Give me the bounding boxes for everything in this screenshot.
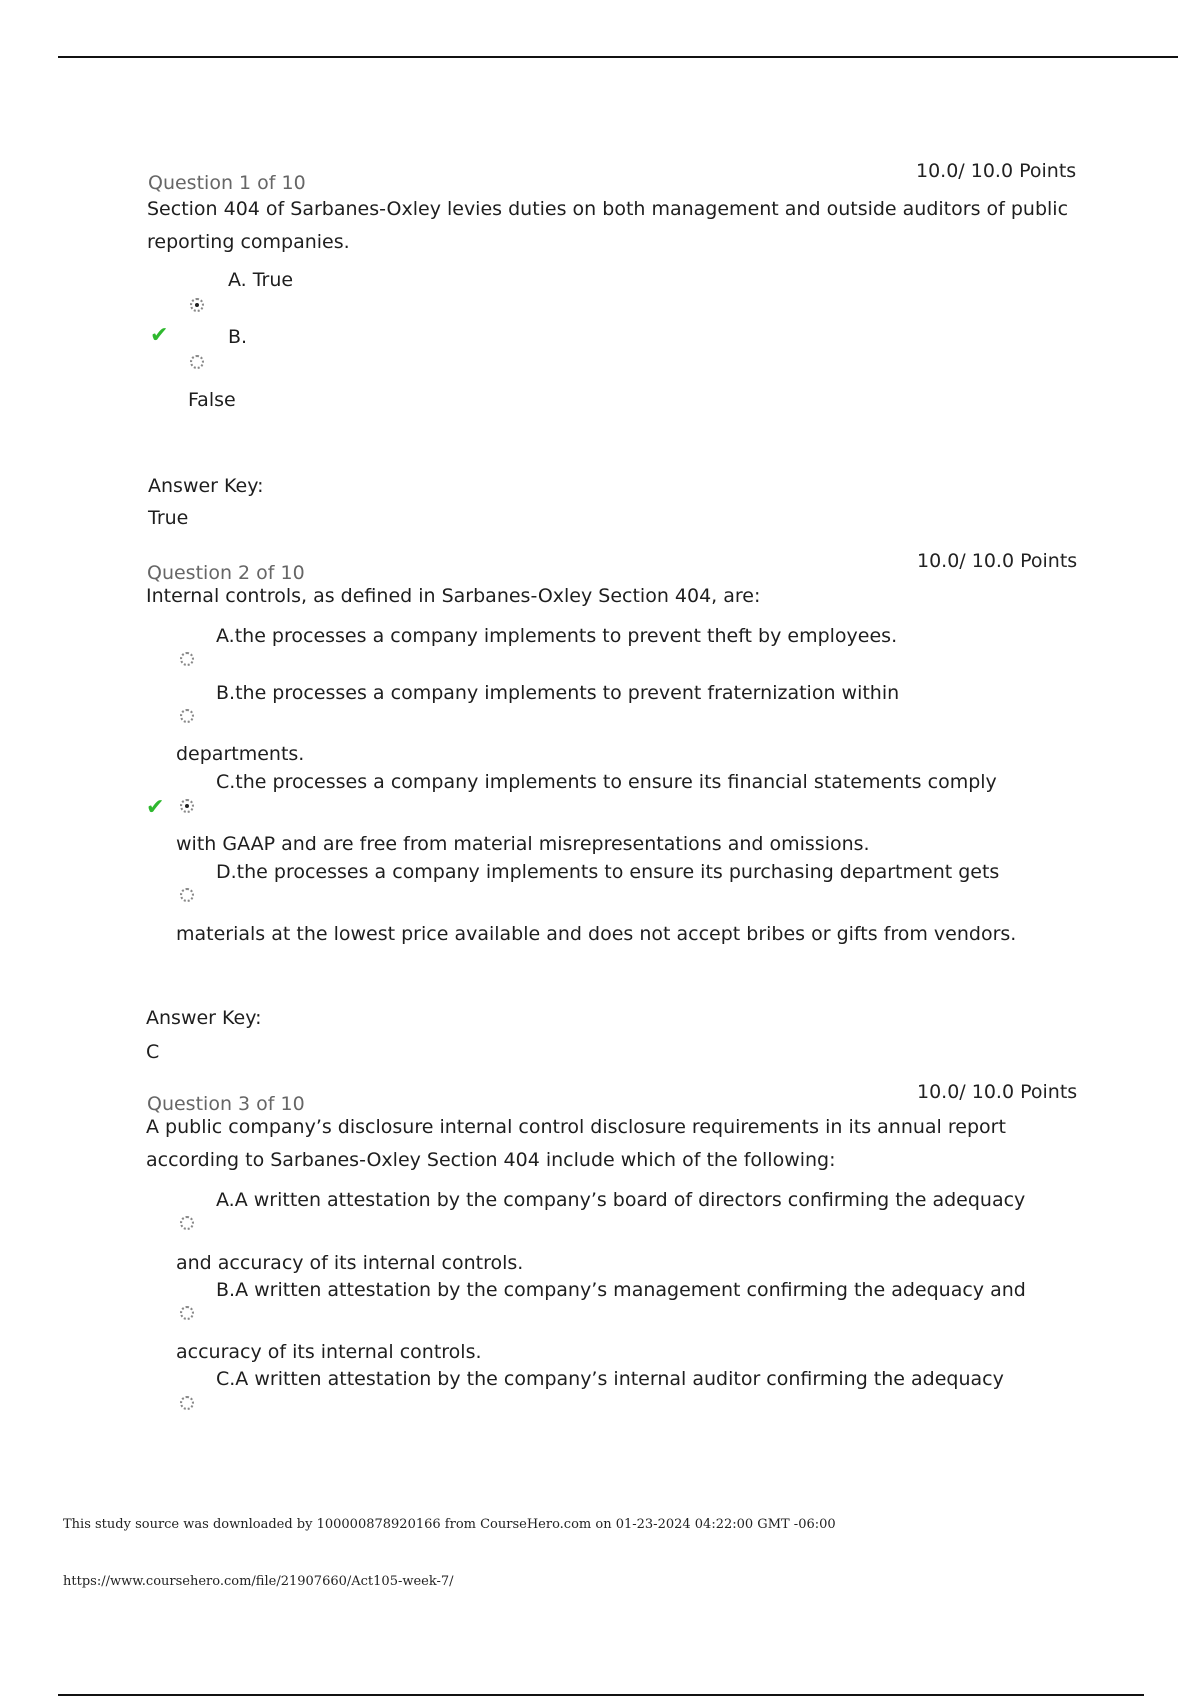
source-url[interactable]: https://www.coursehero.com/file/21907660/Act105-week-7/ — [63, 1574, 454, 1589]
option-label: C.A written attestation by the company’s internal auditor confirming the adequacy — [216, 1368, 1004, 1390]
option-continuation: departments. — [176, 743, 305, 765]
question-points: 10.0/ 10.0 Points — [917, 550, 1078, 572]
answer-key-label: Answer Key: — [148, 475, 264, 497]
radio-button[interactable] — [180, 709, 194, 723]
correct-check-icon: ✔ — [150, 323, 169, 348]
radio-button[interactable] — [180, 1396, 194, 1410]
radio-button-selected[interactable] — [180, 799, 194, 813]
option-label: D.the processes a company implements to ensure its purchasing department gets — [216, 861, 1000, 883]
download-source-note: This study source was downloaded by 100000878920166 from CourseHero.com on 01-23-2024 04:22:00 GMT -06:00 — [63, 1517, 836, 1532]
top-rule — [58, 56, 1178, 58]
question-points: 10.0/ 10.0 Points — [917, 1081, 1078, 1103]
option-continuation: False — [188, 389, 236, 411]
answer-key-label: Answer Key: — [146, 1007, 262, 1029]
option-label: A.the processes a company implements to prevent theft by employees. — [216, 625, 898, 647]
option-continuation: accuracy of its internal controls. — [176, 1341, 482, 1363]
radio-button[interactable] — [180, 888, 194, 902]
answer-key-value: True — [148, 507, 189, 529]
question-text: Internal controls, as defined in Sarbanes-Oxley Section 404, are: — [146, 585, 761, 607]
question-points: 10.0/ 10.0 Points — [916, 160, 1077, 182]
radio-button[interactable] — [180, 1306, 194, 1320]
option-label: B.the processes a company implements to prevent fraternization within — [216, 682, 900, 704]
option-label: A. True — [228, 269, 294, 291]
option-continuation: with GAAP and are free from material misrepresentations and omissions. — [176, 833, 870, 855]
option-continuation: materials at the lowest price available and does not accept bribes or gifts from vendors. — [176, 923, 1017, 945]
question-header: Question 2 of 10 — [147, 562, 305, 584]
bottom-rule — [58, 1694, 1144, 1696]
option-label: A.A written attestation by the company’s board of directors confirming the adequacy — [216, 1189, 1026, 1211]
answer-key-value: C — [146, 1041, 160, 1063]
question-header: Question 1 of 10 — [148, 172, 306, 194]
question-text: Section 404 of Sarbanes-Oxley levies duties on both management and outside auditors of public reporting companies. — [147, 198, 1069, 253]
option-label: B.A written attestation by the company’s management confirming the adequacy and — [216, 1279, 1026, 1301]
radio-button[interactable] — [180, 652, 194, 666]
question-header: Question 3 of 10 — [147, 1093, 305, 1115]
radio-button-selected[interactable] — [190, 298, 204, 312]
question-text: A public company’s disclosure internal control disclosure requirements in its annual report according to Sarbanes-Oxley Section 404 include which of the following: — [146, 1116, 1006, 1171]
option-continuation: and accuracy of its internal controls. — [176, 1252, 524, 1274]
option-label: B. — [228, 326, 248, 348]
radio-button[interactable] — [190, 355, 204, 369]
option-label: C.the processes a company implements to ensure its financial statements comply — [216, 771, 997, 793]
correct-check-icon: ✔ — [146, 795, 165, 820]
radio-button[interactable] — [180, 1216, 194, 1230]
